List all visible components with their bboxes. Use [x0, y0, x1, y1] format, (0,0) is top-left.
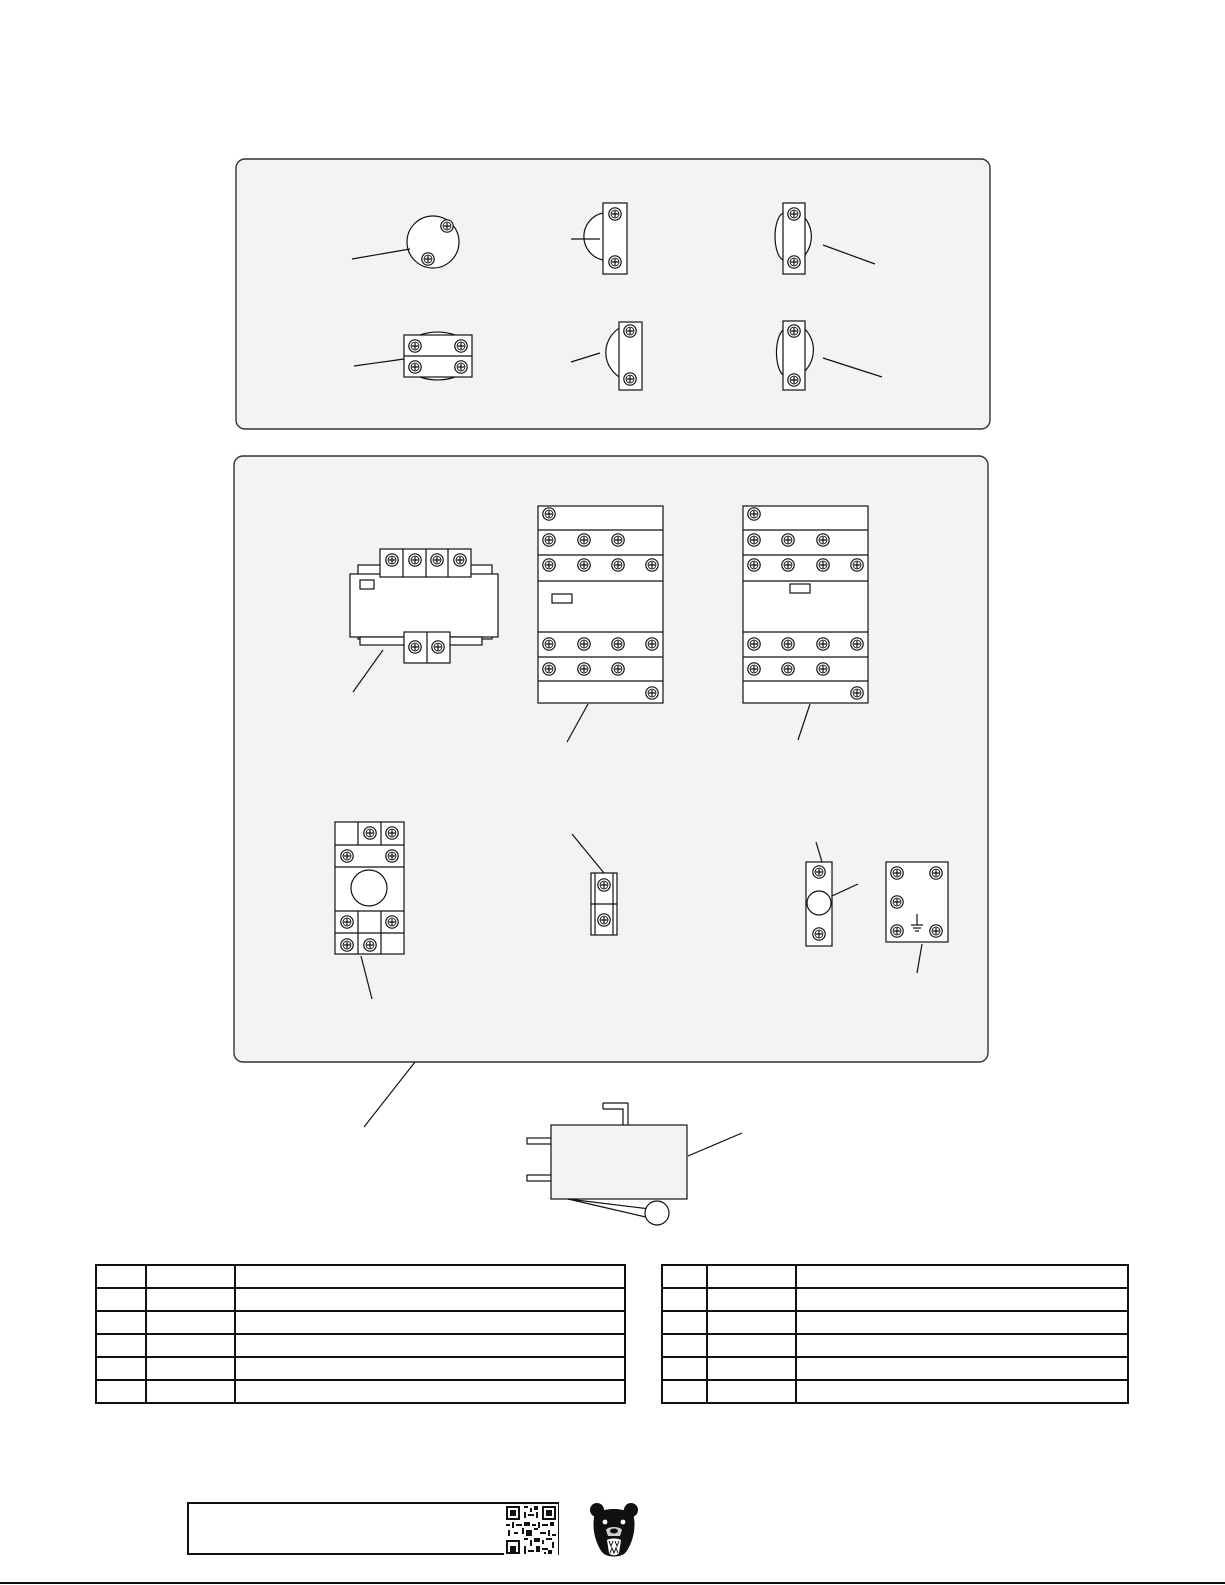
table-row [96, 1334, 625, 1357]
top-panel [236, 159, 990, 429]
qr-code-icon[interactable] [504, 1504, 558, 1556]
table-row [96, 1265, 625, 1288]
footer-rule [0, 1582, 1225, 1584]
limit-switch-component [527, 1103, 742, 1225]
table-row [96, 1311, 625, 1334]
table-row [662, 1357, 1128, 1380]
table-row [96, 1288, 625, 1311]
table-row [662, 1288, 1128, 1311]
table-row [662, 1265, 1128, 1288]
parts-table-right [661, 1264, 1129, 1404]
table-row [662, 1334, 1128, 1357]
table-row [662, 1311, 1128, 1334]
table-row [96, 1357, 625, 1380]
table-row [96, 1380, 625, 1403]
parts-table-left [95, 1264, 626, 1404]
table-row [662, 1380, 1128, 1403]
bear-logo-icon [588, 1500, 640, 1562]
